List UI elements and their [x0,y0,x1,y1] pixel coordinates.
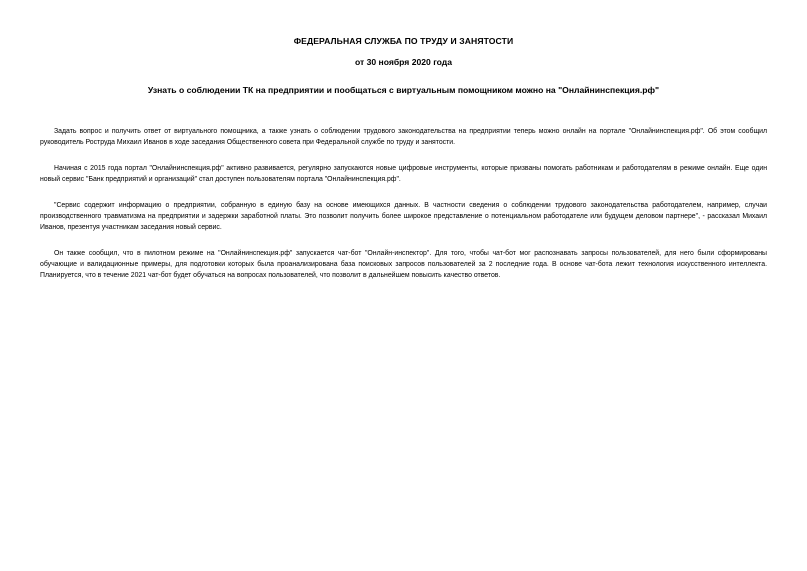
paragraph: Начиная с 2015 года портал "Онлайнинспекция.рф" активно развивается, регулярно запускаются новые цифровые инструменты, которые призваны помогать работникам и работодателям в режиме онлайн. Еще один новый сервис "Банк предприятий и организаций" стал доступен пользователям портала "Онлайнинспекция.рф". [40,165,767,183]
paragraph: Задать вопрос и получить ответ от виртуального помощника, а также узнать о соблюдении трудового законодательства на предприятии теперь можно онлайн на портале "Онлайнинспекция.рф". Об этом сообщил руководитель Роструда Михаил Иванов в ходе заседания Общественного совета при Федеральной службе по труду и занятости. [40,128,767,146]
document-date: от 30 ноября 2020 года [354,57,453,67]
paragraph: Он также сообщил, что в пилотном режиме на "Онлайнинспекция.рф" запускается чат-бот "Онлайн-инспектор". Для того, чтобы чат-бот мог распознавать запросы пользователей, для него были сформированы обучающие и валидационные примеры, для подготовки которых была проанализирована база поисковых запросов пользователей за 2 последние года. В основе чат-бота лежит технология искусственного интеллекта. Планируется, что в течение 2021 чат-бот будет обучаться на вопросах пользователей, что позволит в дальнейшем повысить качество ответов. [40,250,767,279]
document-body [40,127,767,297]
paragraph: "Сервис содержит информацию о предприятии, собранную в единую базу на основе имеющихся данных. В частности сведения о соблюдении трудового законодательства работодателем, например, случаи производственного травматизма на предприятии и задержки заработной платы. Это позволит получить более широкое представление о потенциальном работодателе или будущем деловом партнере", - рассказал Михаил Иванов, презентуя участникам заседания новый сервис. [40,202,767,231]
document-headline: Узнать о соблюдении ТК на предприятии и пообщаться с виртуальным помощником можно на "Онлайнинспекция.рф" [147,85,660,95]
agency-name: ФЕДЕРАЛЬНАЯ СЛУЖБА ПО ТРУДУ И ЗАНЯТОСТИ [293,36,514,46]
